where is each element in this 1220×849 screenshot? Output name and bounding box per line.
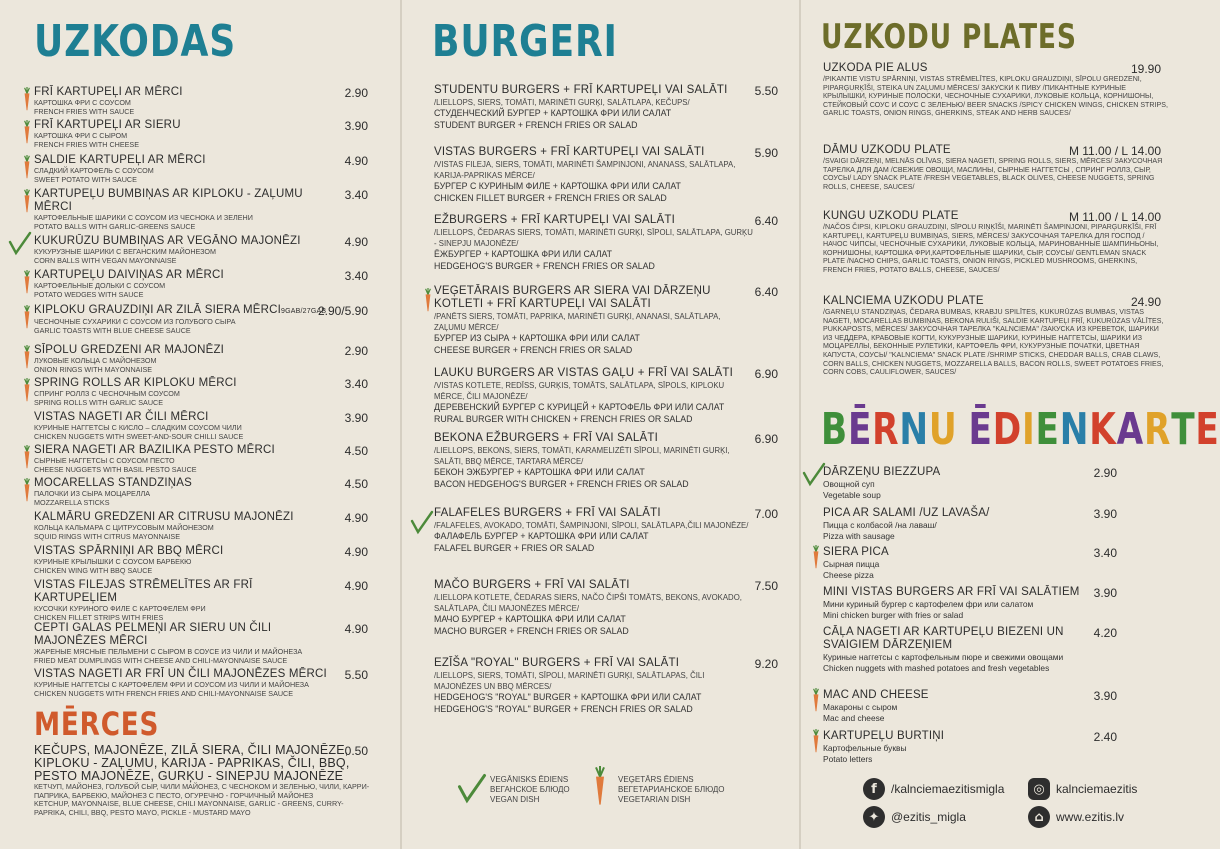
- home-icon: ⌂: [1028, 806, 1050, 828]
- item-en: ONION RINGS WITH MAYONNAISE: [34, 364, 153, 374]
- kids-price: 3.90: [1093, 507, 1117, 521]
- item-price: 4.90: [344, 579, 368, 593]
- burger-en: HEDGEHOG'S "ROYAL" BURGER + FRENCH FRIES OR SALAD: [434, 703, 693, 714]
- website-url: www.ezitis.lv: [1056, 810, 1125, 824]
- menu-item: [34, 235, 334, 265]
- item-title: SPRING ROLLS AR KIPLOKU MĒRCI: [34, 377, 237, 389]
- kids-heading-letter: D: [992, 404, 1022, 455]
- burger-title: FALAFELES BURGERS + FRĪ VAI SALĀTI: [434, 507, 661, 519]
- kids-title: MAC AND CHEESE: [823, 689, 929, 701]
- sauces-ru: КЕТЧУП, МАЙОНЕЗ, ГОЛУБОЙ СЫР, ЧИЛИ МАЙОНЕЗ, С ЧЕСНОКОМ И ЗЕЛЕНЬЮ, ЧИЛИ, КАРРИ-ПАПРИКА, БАРБЕКЮ, МАЙОНЕЗ С ПЕСТО, ОГУРЕЧНО - ГОРЧИЧНЫЙ МАЙОНЕЗ: [34, 782, 370, 800]
- kids-heading-letter: K: [1089, 404, 1117, 455]
- plate-price: 19.90: [1130, 62, 1161, 76]
- sauces-title: KEČUPS, MAJONĒZE, ZILĀ SIERA, ČILI MAJONĒZE, KIPLOKU - ZAĻUMU, KARIJA - PAPRIKAS, ČILI, BBQ, PESTO MAJONĒZE, GURĶU - SINEPJU MAJONĒZE: [34, 743, 350, 783]
- kids-price: 3.40: [1093, 546, 1117, 560]
- menu-item: [34, 304, 334, 335]
- facebook-icon: f: [863, 778, 885, 800]
- item-en: CHICKEN WING WITH BBQ SAUCE: [34, 565, 153, 575]
- burger-ingredients: /LIELLOPS, ČEDARAS SIERS, TOMĀTI, MARINĒTI GURĶI, SĪPOLI, SALĀTLAPA, GURĶU - SINEPJU MAJONĒZE/: [434, 228, 753, 248]
- kids-en: Chicken nuggets with mashed potatoes and fresh vegetables: [823, 662, 1050, 673]
- kids-heading-letter: N: [1059, 404, 1090, 455]
- vegetarian-carrot-icon: [810, 729, 822, 753]
- plate-description: /GARNEĻU STANDZIŅAS, ČEDARA BUMBAS, KRABJU SPILĪTES, KUKURŪZAS BUMBAS, VISTAS NAGETI, MOCARELLAS BUMBIŅAS, BEKONA RULIŠI, SALDIE KARTUPEĻI FRĪ, KUKURŪZAS VĀLĪTES, PUKKAPOSTS, MĒRCES/ ЗАКУСОЧНАЯ ТАРЕЛКА "KALNCIEMA" /ЗАКУСКА ИЗ КРЕВЕТОК, ШАРИКИ ИЗ ЧЕДДЕРА, КРАБОВЫЕ КОГТИ, КУКУРУЗНЫЕ ШАРИКИ, КУРИНЫЕ НАГГЕТСЫ, ШАРИКИ ИЗ МОЦАРЕЛЛЫ, БЕКОННЫЕ РУЛЕТИКИ, КАРТОФЕЛЬ ФРИ, КУКУРУЗНЫЕ ПОЧАТКИ, ЦВЕТНАЯ КАПУСТА, СОУСЫ/ "KALNCIEMA" SNACK PLATE /SHRIMP STICKS, CHEDDAR BALLS, CRAB CLAWS, CORN BALLS, CHICKEN NUGGETS, MOZZARELLA BALLS, BACON ROLLS, SWEET POTATOES FRIES, CORN COBS, CAULIFLOWER, SAUCES/: [823, 308, 1164, 377]
- item-title: CEPTI GALAS PELMEŅI AR SIERU UN ČILI MAJONĒZES MĒRCI: [34, 622, 272, 647]
- item-en: FRIED MEAT DUMPLINGS WITH CHEESE AND CHILI-MAYONNAISE SAUCE: [34, 655, 288, 665]
- item-price: 3.40: [344, 377, 368, 391]
- facebook-handle: /kalnciemaezitismigla: [891, 782, 1005, 796]
- facebook-link[interactable]: [863, 778, 1004, 800]
- vegan-check-icon: [802, 462, 826, 486]
- vegetarian-carrot-icon: [21, 87, 33, 111]
- item-ru: КУРИНЫЕ НАГГЕТСЫ С КАРТОФЕЛЕМ ФРИ И СОУСОМ ИЗ ЧИЛИ И МАЙОНЕЗА: [34, 680, 309, 689]
- plate-title: UZKODA PIE ALUS: [823, 62, 928, 74]
- instagram-handle: kalnciemaezitis: [1056, 782, 1138, 796]
- vegan-legend-en: VEGAN DISH: [490, 795, 540, 804]
- plate-price: M 11.00 / L 14.00: [1068, 144, 1161, 158]
- burger-ingredients: /LIELLOPA KOTLETE, ČEDARAS SIERS, NAČO ČIPŠI TOMĀTS, BEKONS, AVOKADO, SALĀTLAPA, ČILI MAJONĒZES MĒRCE/: [434, 593, 742, 613]
- item-price: 5.50: [344, 668, 368, 682]
- plate-description: /NAČOS ČIPSI, KIPLOKU GRAUZDIŅI, SĪPOLU RIŅĶĪŠI, MARINĒTI ŠAMPINJONI, PIPARĢURĶĪŠI, FRĪ KARTUPEĻI, KARTUPEĻU BUMBIŅAS, SIERS, MĒRCES/ ЗАКУСОЧНАЯ ТАРЕЛКА ДЛЯ ГОСПОД /НАЧОС ЧИПСЫ, ЧЕСНОЧНЫЕ СУХАРИКИ, ЛУКОВЫЕ КОЛЬЦА, МАРИНОВАННЫЕ ШАМПИНЬОНЫ, КОРНИШОНЫ, КАРТОШКА ФРИ,КАРТОФЕЛЬНЫЕ ШАРИКИ, СЫР, СОУСЫ/ GENTLEMAN SNACK PLATE /NACHO CHIPS, GARLIC TOASTS, ONION RINGS, PICKLED MUSHROOMS, GHERKINS, FRENCH FRIES, POTATO BALLS, CHEESE, SAUCES/: [823, 223, 1159, 274]
- twitter-link[interactable]: [863, 806, 966, 828]
- item-price: 4.90: [344, 622, 368, 636]
- uzkodas-heading: UZKODAS: [34, 16, 237, 67]
- burger-title: STUDENTU BURGERS + FRĪ KARTUPEĻI VAI SALĀTI: [434, 84, 728, 96]
- item-price: 2.90/5.90: [317, 304, 368, 318]
- burger-title: BEKONA EŽBURGERS + FRĪ VAI SALĀTI: [434, 432, 658, 444]
- item-price: 4.90: [344, 511, 368, 525]
- item-en: CHICKEN NUGGETS WITH FRENCH FRIES AND CHILI-MAYONNAISE SAUCE: [34, 688, 294, 698]
- burger-ru: HEDGEHOG'S "ROYAL" BURGER + КАРТОШКА ФРИ ИЛИ САЛАТ: [434, 692, 702, 702]
- item-en: CHICKEN FILLET STRIPS WITH FRIES: [34, 612, 164, 622]
- plate-title: KALNCIEMA UZKODU PLATE: [823, 295, 984, 307]
- burger-ru: МАЧО БУРГЕР + КАРТОШКА ФРИ ИЛИ САЛАТ: [434, 614, 626, 624]
- item-ru: КУРИНЫЕ КРЫЛЫШКИ С СОУСОМ БАРБЕКЮ: [34, 557, 192, 566]
- burger-price: 6.40: [754, 285, 778, 299]
- kids-price: 3.90: [1093, 689, 1117, 703]
- burger-ingredients: /PANĒTS SIERS, TOMĀTI, PAPRIKA, MARINĒTI GURĶI, ANANASI, SALĀTLAPA, ZAĻUMU MĒRCE/: [434, 312, 721, 332]
- plate-price: M 11.00 / L 14.00: [1068, 210, 1161, 224]
- kids-heading-letter: E: [1195, 404, 1220, 455]
- kids-menu-heading: [821, 404, 1220, 455]
- item-title: KARTUPEĻU BUMBIŅAS AR KIPLOKU - ZAĻUMU MĒRCI: [34, 188, 303, 213]
- menu-item: [34, 444, 334, 474]
- kids-ru: Мини куриный бургер с картофелем фри или салатом: [823, 599, 1034, 609]
- item-en: POTATO WEDGES WITH SAUCE: [34, 289, 144, 299]
- plate-title: DĀMU UZKODU PLATE: [823, 144, 951, 156]
- kids-heading-letter: N: [899, 404, 929, 455]
- item-price: 2.90: [344, 344, 368, 358]
- vegan-check-icon: [457, 772, 487, 804]
- menu-item: [34, 188, 334, 231]
- burger-title: VEĢETĀRAIS BURGERS AR SIERA VAI DĀRZEŅU KOTLETI + FRĪ KARTUPEĻI VAI SALĀTI: [434, 285, 711, 310]
- item-title: KARTUPEĻU DAIVIŅAS AR MĒRCI: [34, 269, 224, 281]
- kids-en: Vegetable soup: [823, 489, 881, 500]
- plate-title: KUNGU UZKODU PLATE: [823, 210, 959, 222]
- burger-price: 5.90: [754, 146, 778, 160]
- item-title: VISTAS SPĀRNIŅI AR BBQ MĒRCI: [34, 545, 224, 557]
- kids-price: 2.90: [1093, 466, 1117, 480]
- kids-ru: Куриные наггетсы с картофельным пюре и свежими овощами: [823, 652, 1064, 662]
- kids-heading-letter: T: [1171, 404, 1196, 455]
- plate-description: /PIKANTIE VISTU SPĀRNIŅI, VISTAS STRĒMELĪTES, KIPLOKU GRAUZDIŅI, SĪPOLU GREDZENI, PIPARĢURĶĪŠI, STEIKA UN ZAĻUMU MĒRCES/ ЗАКУСКИ К ПИВУ /ПИКАНТНЫЕ КУРИНЫЕ КРЫЛЫШКИ, КУРИНЫЕ ПОЛОСКИ, ЧЕСНОЧНЫЕ СУХАРИКИ, ЛУКОВЫЕ КОЛЬЦА, КОРНИШОНЫ, СТЕЙКОВЫЙ СОУС И СОУС С ЗЕЛЕНЬЮ/ BEER SNACKS /SPICY CHICKEN WINGS, CHICKEN STRIPS, GARLIC TOASTS, ONION RINGS, GHERKINS, STEAK AND HERB SAUCES/: [823, 75, 1168, 118]
- burger-ingredients: /LIELLOPS, BEKONS, SIERS, TOMĀTI, KARAMELIZĒTI SĪPOLI, MARINĒTI GURĶI, SALĀTI, BBQ MĒRCE, TARTARA MĒRCE/: [434, 446, 730, 466]
- burger-title: MAČO BURGERS + FRĪ VAI SALĀTI: [434, 579, 630, 591]
- menu-item: [34, 344, 334, 374]
- vegetarian-carrot-icon: [422, 288, 434, 312]
- kids-en: Cheese pizza: [823, 569, 874, 580]
- item-price: 4.90: [344, 235, 368, 249]
- instagram-icon: ◎: [1028, 778, 1050, 800]
- item-title: KIPLOKU GRAUZDIŅI AR ZILĀ SIERA MĒRCI9GAB/27GAB: [34, 304, 327, 316]
- item-title: SĪPOLU GREDZENI AR MAJONĒZI: [34, 344, 225, 356]
- item-title: FRĪ KARTUPEĻI AR MĒRCI: [34, 86, 183, 98]
- menu-item: [34, 579, 334, 622]
- item-price: 3.90: [344, 119, 368, 133]
- menu-item: [34, 545, 334, 575]
- item-en: CORN BALLS WITH VEGAN MAYONNAISE: [34, 255, 177, 265]
- burgeri-heading: BURGERI: [432, 16, 618, 67]
- item-en: MOZZARELLA STICKS: [34, 497, 110, 507]
- vegetarian-carrot-icon: [21, 189, 33, 213]
- menu-item: [34, 477, 334, 507]
- item-ru: КУРИНЫЕ НАГГЕТСЫ С КИСЛО – СЛАДКИМ СОУСОМ ЧИЛИ: [34, 423, 242, 432]
- item-price: 4.50: [344, 477, 368, 491]
- vegetarian-carrot-icon: [21, 445, 33, 469]
- burger-ru: БЕКОН ЭЖБУРГЕР + КАРТОШКА ФРИ ИЛИ САЛАТ: [434, 467, 645, 477]
- vegetarian-carrot-icon: [810, 545, 822, 569]
- vegan-legend-ru: ВЕГАНСКОЕ БЛЮДО: [490, 785, 570, 794]
- burger-price: 6.90: [754, 432, 778, 446]
- item-price: 4.50: [344, 444, 368, 458]
- burger-ru: ДЕРЕВЕНСКИЙ БУРГЕР С КУРИЦЕЙ + КАРТОФЕЛЬ ФРИ ИЛИ САЛАТ: [434, 402, 725, 412]
- item-portion: 9GAB/27GAB: [281, 308, 327, 315]
- kids-title: DĀRZEŅU BIEZZUPA: [823, 466, 941, 478]
- vegetarian-carrot-icon: [810, 688, 822, 712]
- burger-price: 5.50: [754, 84, 778, 98]
- menu-item: [34, 411, 334, 441]
- item-ru: СЫРНЫЕ НАГГЕТСЫ С СОУСОМ ПЕСТО: [34, 456, 175, 465]
- item-title: MOCARELLAS STANDZIŅAS: [34, 477, 192, 489]
- burger-ru: БУРГЕР ИЗ СЫРА + КАРТОШКА ФРИ ИЛИ САЛАТ: [434, 333, 640, 343]
- burger-price: 6.90: [754, 367, 778, 381]
- kids-heading-letter: U: [928, 404, 958, 455]
- kids-en: Mac and cheese: [823, 712, 885, 723]
- kids-price: 4.20: [1093, 626, 1117, 640]
- kids-heading-letter: A: [1116, 404, 1144, 455]
- item-en: GARLIC TOASTS WITH BLUE CHEESE SAUCE: [34, 325, 191, 335]
- kids-title: PICA AR SALAMI /UZ LAVAŠA/: [823, 507, 990, 519]
- item-ru: КУСОЧКИ КУРИНОГО ФИЛЕ С КАРТОФЕЛЕМ ФРИ: [34, 604, 206, 613]
- menu-item: [34, 154, 334, 184]
- vegan-check-icon: [8, 231, 32, 255]
- kids-ru: Сырная пицца: [823, 559, 880, 569]
- plate-price: 24.90: [1130, 295, 1161, 309]
- item-ru: СПРИНГ РОЛЛЗ С ЧЕСНОЧНЫМ СОУСОМ: [34, 389, 180, 398]
- kids-heading-letter: R: [872, 404, 900, 455]
- twitter-handle: @ezitis_migla: [891, 810, 966, 824]
- kids-heading-letter: Ē: [847, 404, 873, 455]
- item-title: FRĪ KARTUPEĻI AR SIERU: [34, 119, 181, 131]
- item-ru: КАРТОФЕЛЬНЫЕ ШАРИКИ С СОУСОМ ИЗ ЧЕСНОКА И ЗЕЛЕНИ: [34, 213, 253, 222]
- uzkodas-column: [0, 0, 397, 849]
- kids-title: SIERA PICA: [823, 546, 889, 558]
- kids-en: Potato letters: [823, 753, 873, 764]
- sauces-en: KETCHUP, MAYONNAISE, BLUE CHEESE, CHILI MAYONNAISE, GARLIC - GREENS, CURRY-PAPRIKA, CHILI, BBQ, PESTO MAYO, PICKLE - MUSTARD MAYO: [34, 799, 344, 817]
- item-ru: ЛУКОВЫЕ КОЛЬЦА С МАЙОНЕЗОМ: [34, 356, 157, 365]
- item-en: POTATO BALLS WITH GARLIC-GREENS SAUCE: [34, 221, 196, 231]
- merces-heading: MĒRCES: [34, 705, 160, 743]
- item-title: KALMĀRU GREDZENI AR CITRUSU MAJONĒZI: [34, 511, 294, 523]
- item-ru: КАРТОШКА ФРИ С СЫРОМ: [34, 131, 128, 140]
- kids-price: 2.40: [1093, 730, 1117, 744]
- burger-en: STUDENT BURGER + FRENCH FRIES OR SALAD: [434, 119, 638, 130]
- burger-title: EŽBURGERS + FRĪ KARTUPEĻI VAI SALĀTI: [434, 214, 675, 226]
- item-ru: КАРТОФЕЛЬНЫЕ ДОЛЬКИ С СОУСОМ: [34, 281, 166, 290]
- item-ru: ПАЛОЧКИ ИЗ СЫРА МОЦАРЕЛЛА: [34, 489, 151, 498]
- vegan-check-icon: [410, 510, 434, 534]
- item-price: 4.90: [344, 154, 368, 168]
- item-ru: ЖАРЕНЫЕ МЯСНЫЕ ПЕЛЬМЕНИ С СЫРОМ В СОУСЕ ИЗ ЧИЛИ И МАЙОНЕЗА: [34, 647, 303, 656]
- burger-title: EZĪŠA "ROYAL" BURGERS + FRĪ VAI SALĀTI: [434, 657, 680, 669]
- burger-en: FALAFEL BURGER + FRIES OR SALAD: [434, 542, 595, 553]
- burger-en: CHICKEN FILLET BURGER + FRENCH FRIES OR SALAD: [434, 192, 667, 203]
- plates-column: [799, 0, 1220, 849]
- vegan-legend: [490, 775, 570, 805]
- item-en: SQUID RINGS WITH CITRUS MAYONNAISE: [34, 531, 181, 541]
- burger-title: LAUKU BURGERS AR VISTAS GAĻU + FRĪ VAI SALĀTI: [434, 367, 734, 379]
- kids-price: 3.90: [1093, 586, 1117, 600]
- menu-item: [34, 622, 334, 665]
- vegetarian-carrot-icon: [592, 766, 608, 806]
- item-en: FRENCH FRIES WITH CHEESE: [34, 139, 140, 149]
- menu-item: [34, 119, 334, 149]
- item-title: VISTAS FILEJAS STRĒMELĪTES AR FRĪ KARTUPEĻIEM: [34, 579, 253, 604]
- vegetarian-carrot-icon: [21, 270, 33, 294]
- menu-item: [34, 668, 334, 698]
- item-price: 3.40: [344, 188, 368, 202]
- burger-price: 9.20: [754, 657, 778, 671]
- burger-price: 6.40: [754, 214, 778, 228]
- kids-title: KARTUPEĻU BURTIŅI: [823, 730, 945, 742]
- menu-item: [34, 86, 334, 116]
- vegetarian-carrot-icon: [21, 378, 33, 402]
- kids-title: CĀĻA NAGETI AR KARTUPEĻU BIEZENI UN SVAIGIEM DĀRZEŅIEM: [823, 626, 1064, 651]
- plates-heading: UZKODU PLATES: [821, 17, 1077, 57]
- website-link[interactable]: [1028, 806, 1124, 828]
- twitter-icon: ✦: [863, 806, 885, 828]
- item-title: KUKURŪZU BUMBIŅAS AR VEGĀNO MAJONĒZI: [34, 235, 301, 247]
- kids-heading-letter: Ē: [968, 404, 993, 455]
- burger-en: RURAL BURGER WITH CHICKEN + FRENCH FRIES OR SALAD: [434, 413, 693, 424]
- menu-item: [34, 377, 334, 407]
- burger-price: 7.50: [754, 579, 778, 593]
- kids-ru: Картофельные буквы: [823, 743, 907, 753]
- item-ru: КАРТОШКА ФРИ С СОУСОМ: [34, 98, 131, 107]
- burger-en: CHEESE BURGER + FRENCH FRIES OR SALAD: [434, 344, 633, 355]
- kids-heading-letter: E: [1035, 404, 1060, 455]
- instagram-link[interactable]: [1028, 778, 1137, 800]
- item-title: SALDIE KARTUPEĻI AR MĒRCI: [34, 154, 206, 166]
- burger-ingredients: /FALAFELES, AVOKADO, TOMĀTI, ŠAMPINJONI, SĪPOLI, SALĀTLAPA,ČILI MAJONĒZE/: [434, 521, 749, 530]
- item-ru: КУКУРУЗНЫЕ ШАРИКИ С ВЕГАНСКИМ МАЙОНЕЗОМ: [34, 247, 216, 256]
- sauces-price: 0.50: [344, 744, 368, 758]
- plate-description: /SVAIGI DĀRZEŅI, MELNĀS OLĪVAS, SIERA NAGETI, SPRING ROLLS, SIERS, MĒRCES/ ЗАКУСОЧНАЯ ТАРЕЛКА ДЛЯ ДАМ /СВЕЖИЕ ОВОЩИ, МАСЛИНЫ, СЫРНЫЕ НАГГЕТСЫ , СПРИНГ РОЛЛЗ, СЫР, СОУСЫ/ LADY SNACK PLATE /FRESH VEGETABLES, BLACK OLIVES, CHEESE NUGGETS, SPRING ROLLS, CHEESE, SAUCES/: [823, 157, 1163, 191]
- vegan-legend-lv: VEGĀNISKS ĒDIENS: [490, 775, 569, 784]
- item-price: 4.90: [344, 545, 368, 559]
- item-ru: КОЛЬЦА КАЛЬМАРА С ЦИТРУСОВЫМ МАЙОНЕЗОМ: [34, 523, 214, 532]
- item-ru: СЛАДКИЙ КАРТОФЕЛЬ С СОУСОМ: [34, 166, 154, 175]
- burger-ingredients: /LIELLOPS, SIERS, TOMĀTI, SĪPOLI, MARINĒTI GURĶI, SALĀTLAPAS, ČILI MAJONĒZES UN BBQ MĒRCES/: [434, 671, 705, 691]
- burger-ingredients: /VISTAS KOTLETE, REDĪSS, GURĶIS, TOMĀTS, SALĀTLAPA, SĪPOLS, KIPLOKU MĒRCE, ČILI MAJONĒZE/: [434, 381, 725, 401]
- item-price: 3.90: [344, 411, 368, 425]
- item-en: SPRING ROLLS WITH GARLIC SAUCE: [34, 397, 163, 407]
- vegetarian-carrot-icon: [21, 478, 33, 502]
- burger-price: 7.00: [754, 507, 778, 521]
- item-en: FRENCH FRIES WITH SAUCE: [34, 106, 135, 116]
- kids-ru: Пицца с колбасой /на лаваш/: [823, 520, 937, 530]
- vegetarian-legend-ru: ВЕГЕТАРИАНСКОЕ БЛЮДО: [618, 785, 725, 794]
- item-ru: ЧЕСНОЧНЫЕ СУХАРИКИ С СОУСОМ ИЗ ГОЛУБОГО СЫРА: [34, 317, 236, 326]
- vegetarian-legend: [618, 775, 725, 805]
- vegetarian-carrot-icon: [21, 345, 33, 369]
- item-price: 3.40: [344, 269, 368, 283]
- kids-en: Pizza with sausage: [823, 530, 895, 541]
- burger-ru: ЁЖБУРГЕР + КАРТОШКА ФРИ ИЛИ САЛАТ: [434, 249, 613, 259]
- item-title: SIERA NAGETI AR BAZILIKA PESTO MĒRCI: [34, 444, 275, 456]
- vegetarian-carrot-icon: [21, 120, 33, 144]
- kids-ru: Макароны с сыром: [823, 702, 898, 712]
- kids-heading-letter: I: [1021, 404, 1036, 455]
- burgeri-column: [400, 0, 797, 849]
- burger-title: VISTAS BURGERS + FRĪ KARTUPEĻI VAI SALĀTI: [434, 146, 705, 158]
- item-en: CHEESE NUGGETS WITH BASIL PESTO SAUCE: [34, 464, 197, 474]
- burger-ru: СТУДЕНЧЕСКИЙ БУРГЕР + КАРТОШКА ФРИ ИЛИ САЛАТ: [434, 108, 672, 118]
- item-title: VISTAS NAGETI AR ČILI MĒRCI: [34, 411, 209, 423]
- burger-ingredients: /VISTAS FILEJA, SIERS, TOMĀTI, MARINĒTI ŠAMPINJONI, ANANASS, SALĀTLAPA, KARIJA-PAPRIKAS MĒRCE/: [434, 160, 736, 180]
- vegetarian-legend-lv: VEĢETĀRS ĒDIENS: [618, 775, 694, 784]
- burger-en: MACHO BURGER + FRENCH FRIES OR SALAD: [434, 625, 629, 636]
- burger-en: HEDGEHOG'S BURGER + FRENCH FRIES OR SALAD: [434, 260, 655, 271]
- kids-ru: Овощной суп: [823, 479, 875, 489]
- item-en: SWEET POTATO WITH SAUCE: [34, 174, 137, 184]
- burger-en: BACON HEDGEHOG'S BURGER + FRENCH FRIES OR SALAD: [434, 478, 689, 489]
- menu-item: [34, 269, 334, 299]
- item-en: CHICKEN NUGGETS WITH SWEET-AND-SOUR CHILLI SAUCE: [34, 431, 244, 441]
- burger-ru: БУРГЕР С КУРИНЫМ ФИЛЕ + КАРТОШКА ФРИ ИЛИ САЛАТ: [434, 181, 681, 191]
- burger-ingredients: /LIELLOPS, SIERS, TOMĀTI, MARINĒTI GURĶI, SALĀTLAPA, KEČUPS/: [434, 98, 690, 107]
- vegetarian-carrot-icon: [21, 155, 33, 179]
- item-title: VISTAS NAGETI AR FRĪ UN ČILI MAJONĒZES MĒRCI: [34, 668, 327, 680]
- menu-item: [34, 511, 334, 541]
- kids-en: Mini chicken burger with fries or salad: [823, 609, 964, 620]
- item-price: 2.90: [344, 86, 368, 100]
- vegetarian-legend-en: VEGETARIAN DISH: [618, 795, 691, 804]
- kids-heading-letter: R: [1143, 404, 1172, 455]
- kids-title: MINI VISTAS BURGERS AR FRĪ VAI SALĀTIEM: [823, 586, 1080, 598]
- burger-ru: ФАЛАФЕЛЬ БУРГЕР + КАРТОШКА ФРИ ИЛИ САЛАТ: [434, 531, 649, 541]
- kids-heading-letter: B: [821, 404, 848, 455]
- vegetarian-carrot-icon: [21, 305, 33, 329]
